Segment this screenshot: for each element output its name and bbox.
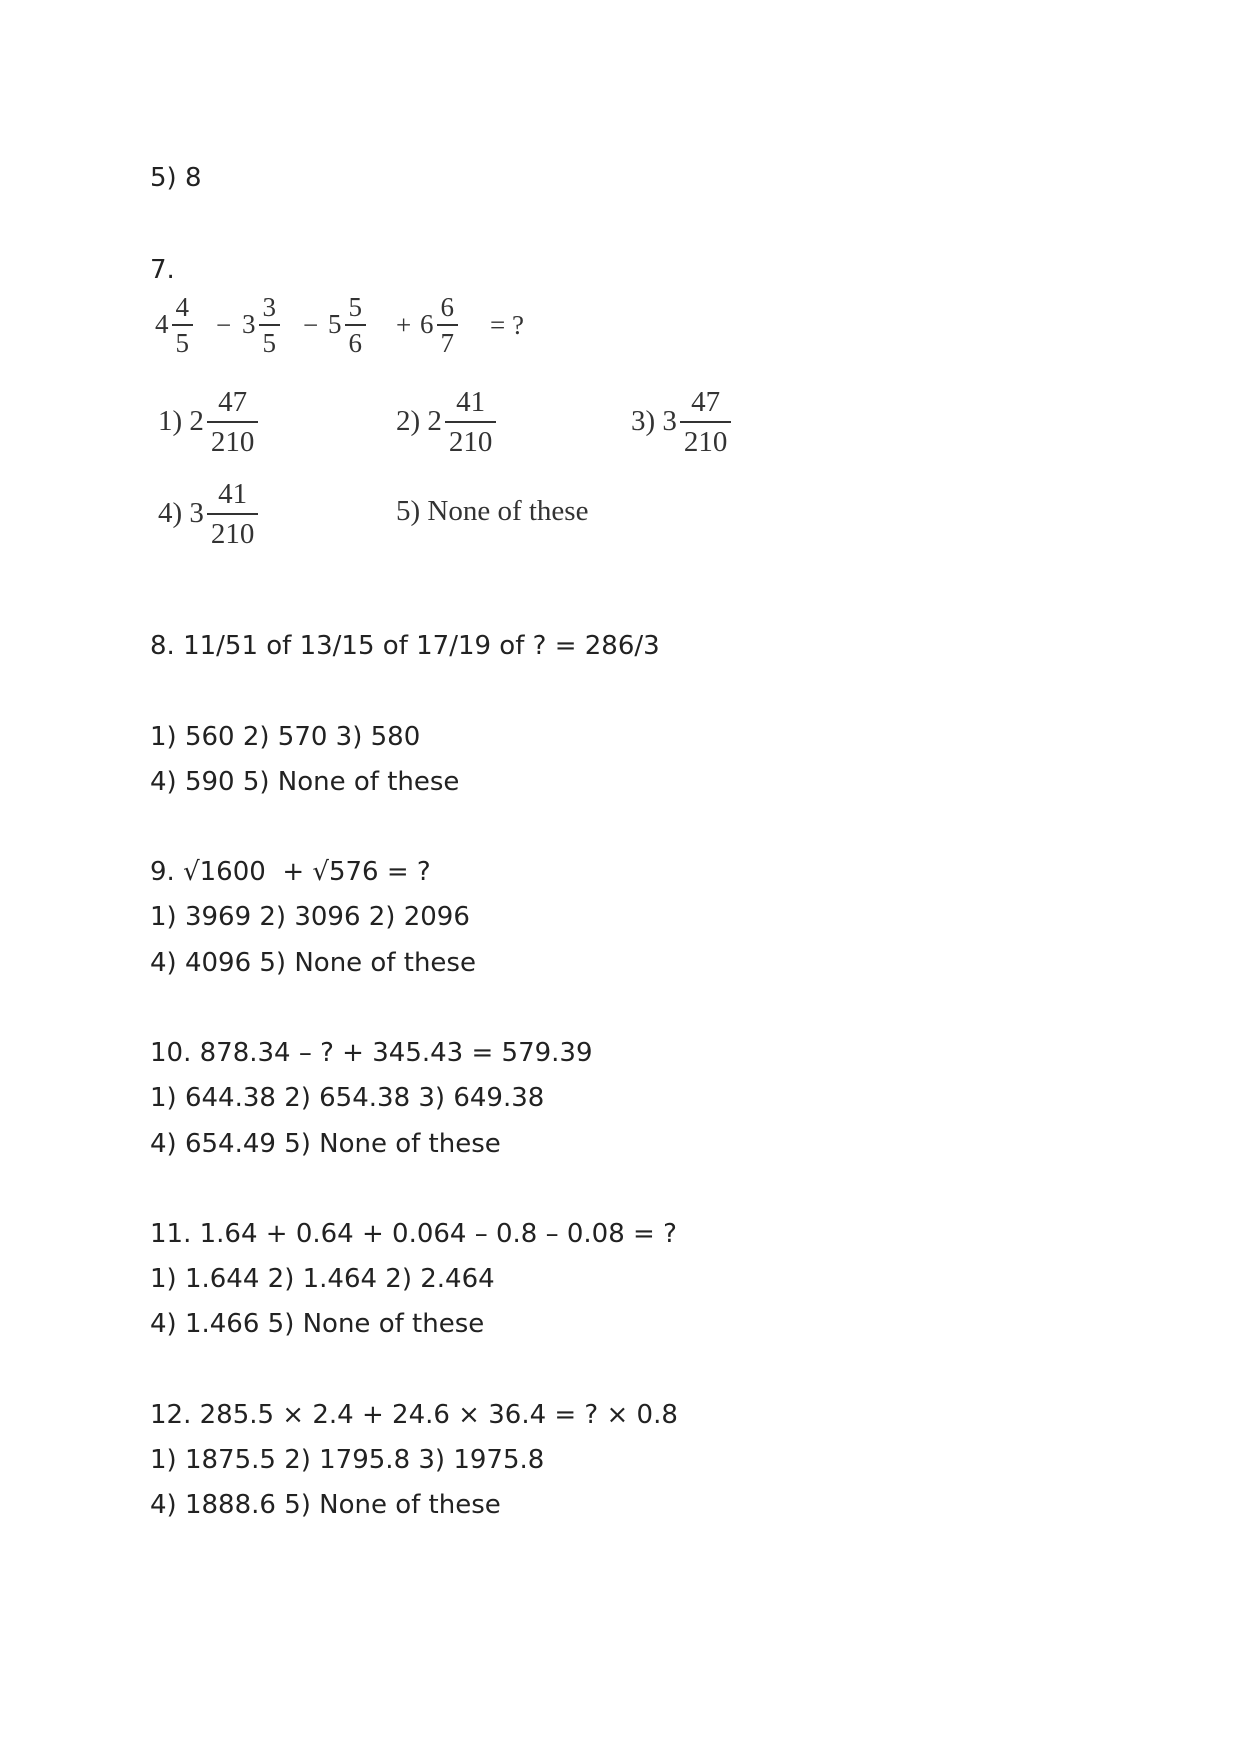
q7-option-3-label: 3) 3 xyxy=(631,405,677,438)
q7-option-1-den: 210 xyxy=(210,425,255,458)
q7-option-4-den: 210 xyxy=(210,517,255,550)
q11-options-line-2: 4) 1.466 5) None of these xyxy=(150,1309,485,1339)
prev-option-line: 5) 8 xyxy=(150,163,202,193)
q7-term-1-num: 4 xyxy=(175,292,189,322)
q11-question: 11. 1.64 + 0.64 + 0.064 – 0.8 – 0.08 = ? xyxy=(150,1219,677,1249)
q7-option-1-label: 1) 2 xyxy=(158,405,204,438)
q7-term-4 xyxy=(420,290,458,360)
q7-term-2-whole: 3 xyxy=(242,309,256,340)
q8-options-line-2: 4) 590 5) None of these xyxy=(150,767,460,797)
q7-term-1-den: 5 xyxy=(175,327,189,358)
q7-option-3 xyxy=(631,383,731,461)
q7-term-3 xyxy=(328,290,366,360)
q7-op-3: + xyxy=(396,310,412,340)
q7-option-1 xyxy=(158,383,258,461)
q12-options-line-2: 4) 1888.6 5) None of these xyxy=(150,1490,501,1520)
q7-term-4-whole: 6 xyxy=(420,309,434,340)
q9-question: 9. √1600 + √576 = ? xyxy=(150,857,431,887)
q7-option-2-den: 210 xyxy=(448,425,493,458)
q9-options-line-1: 1) 3969 2) 3096 2) 2096 xyxy=(150,902,470,932)
q11-options-line-1: 1) 1.644 2) 1.464 2) 2.464 xyxy=(150,1264,495,1294)
q7-term-3-num: 5 xyxy=(348,292,362,322)
q7-term-2-num: 3 xyxy=(262,292,276,322)
q7-option-3-num: 47 xyxy=(691,386,721,418)
q7-option-2-label: 2) 2 xyxy=(396,405,442,438)
q8-question: 8. 11/51 of 13/15 of 17/19 of ? = 286/3 xyxy=(150,631,660,661)
q9-options-line-2: 4) 4096 5) None of these xyxy=(150,948,476,978)
q12-options-line-1: 1) 1875.5 2) 1795.8 3) 1975.8 xyxy=(150,1445,545,1475)
q7-option-2-num: 41 xyxy=(456,386,486,418)
q7-term-4-den: 7 xyxy=(440,327,454,358)
q7-option-3-den: 210 xyxy=(683,425,728,458)
q7-term-1-whole: 4 xyxy=(155,309,169,340)
q7-term-2 xyxy=(242,290,280,360)
q7-option-2 xyxy=(396,383,496,461)
q7-term-4-num: 6 xyxy=(440,292,454,322)
q7-option-4-label: 4) 3 xyxy=(158,497,204,530)
q10-options-line-1: 1) 644.38 2) 654.38 3) 649.38 xyxy=(150,1083,545,1113)
q7-op-2: − xyxy=(303,310,319,340)
q7-term-3-whole: 5 xyxy=(328,309,342,340)
q8-options-line-1: 1) 560 2) 570 3) 580 xyxy=(150,722,421,752)
q7-option-5: 5) None of these xyxy=(396,495,589,527)
q10-options-line-2: 4) 654.49 5) None of these xyxy=(150,1129,501,1159)
q12-question: 12. 285.5 × 2.4 + 24.6 × 36.4 = ? × 0.8 xyxy=(150,1400,678,1430)
q7-op-1: − xyxy=(216,310,232,340)
q10-question: 10. 878.34 – ? + 345.43 = 579.39 xyxy=(150,1038,593,1068)
q7-term-3-den: 6 xyxy=(348,327,362,358)
q7-term-1 xyxy=(155,290,193,360)
q7-option-4-num: 41 xyxy=(218,478,248,510)
q7-number: 7. xyxy=(150,255,175,285)
q7-option-1-num: 47 xyxy=(218,386,248,418)
q7-term-2-den: 5 xyxy=(262,327,276,358)
q7-option-4 xyxy=(158,475,258,553)
q7-equals: = ? xyxy=(490,310,524,340)
